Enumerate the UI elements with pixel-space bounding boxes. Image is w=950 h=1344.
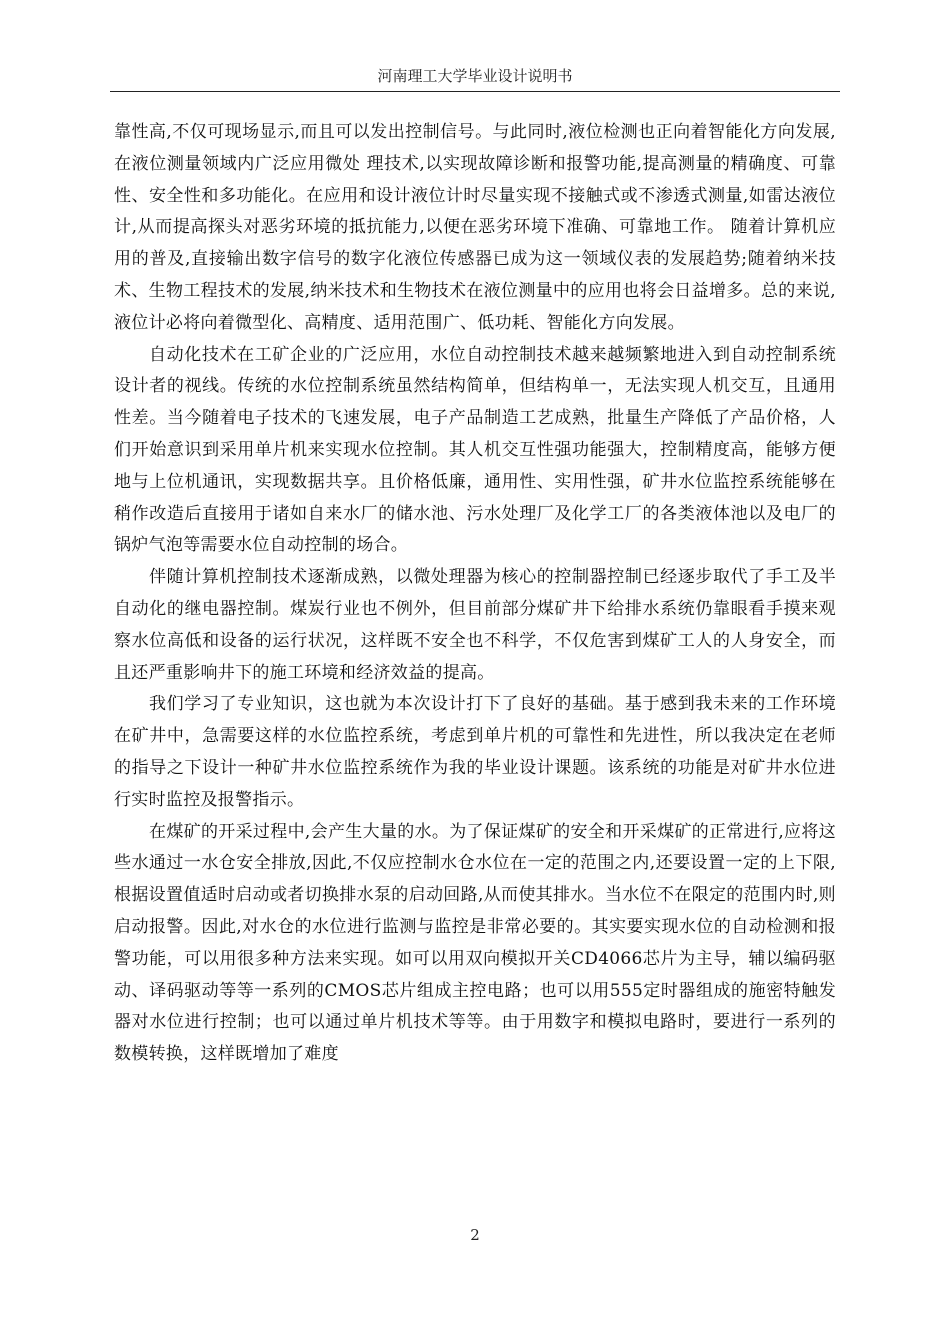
paragraph: 在煤矿的开采过程中,会产生大量的水。为了保证煤矿的安全和开采煤矿的正常进行,应将这些水通过一水仓安全排放,因此,不仅应控制水仓水位在一定的范围之内,还要设置一定的上下限,根据设置值适时启动或者切换排水泵的启动回路,从而使其排水。当水位不在限定的范围内时,则启动报警。因此,对水仓的水位进行监测与监控是非常必要的。其实要实现水位的自动检测和报警功能，可以用很多种方法来实现。如可以用双向模拟开关CD4066芯片为主导，辅以编码驱动、译码驱动等等一系列的CMOS芯片组成主控电路；也可以用555定时器组成的施密特触发器对水位进行控制；也可以通过单片机技术等等。由于用数字和模拟电路时，要进行一系列的数模转换，这样既增加了难度 (114, 821, 836, 1065)
header-divider (110, 91, 840, 92)
paragraph: 我们学习了专业知识，这也就为本次设计打下了良好的基础。基于感到我未来的工作环境在矿井中，急需要这样的水位监控系统，考虑到单片机的可靠性和先进性，所以我决定在老师的指导之下设计一种矿井水位监控系统作为我的毕业设计课题。该系统的功能是对矿井水位进行实时监控及报警指示。 (114, 694, 836, 810)
page-header: 河南理工大学毕业设计说明书 (377, 67, 573, 85)
paragraph: 自动化技术在工矿企业的广泛应用，水位自动控制技术越来越频繁地进入到自动控制系统设计者的视线。传统的水位控制系统虽然结构简单，但结构单一，无法实现人机交互，且通用性差。当今随着电子技术的飞速发展，电子产品制造工艺成熟，批量生产降低了产品价格，人们开始意识到采用单片机来实现水位控制。其人机交互性强功能强大，控制精度高，能够方便地与上位机通讯，实现数据共享。且价格低廉，通用性、实用性强，矿井水位监控系统能够在稍作改造后直接用于诸如自来水厂的储水池、污水处理厂及化学工厂的各类液体池以及电厂的锅炉气泡等需要水位自动控制的场合。 (114, 344, 836, 556)
page-number: 2 (470, 1226, 480, 1244)
paragraph-continuation: 靠性高,不仅可现场显示,而且可以发出控制信号。与此同时,液位检测也正向着智能化方向发展,在液位测量领域内广泛应用微处 理技术,以实现故障诊断和报警功能,提高测量的精确度、可靠性、安全性和多功能化。在应用和设计液位计时尽量实现不接触式或不渗透式测量,如雷达液位计,从而提高探头对恶劣环境的抵抗能力,以便在恶劣环境下准确、可靠地工作。 随着计算机应用的普及,直接输出数字信号的数字化液位传感器已成为这一领域仪表的发展趋势;随着纳米技术、生物工程技术的发展,纳米技术和生物技术在液位测量中的应用也将会日益增多。总的来说,液位计必将向着微型化、高精度、适用范围广、低功耗、智能化方向发展。 (114, 122, 836, 333)
paragraph: 伴随计算机控制技术逐渐成熟，以微处理器为核心的控制器控制已经逐步取代了手工及半自动化的继电器控制。煤炭行业也不例外，但目前部分煤矿井下给排水系统仍靠眼看手摸来观察水位高低和设备的运行状况，这样既不安全也不科学，不仅危害到煤矿工人的人身安全，而且还严重影响井下的施工环境和经济效益的提高。 (114, 567, 836, 683)
document-body (114, 117, 836, 1071)
